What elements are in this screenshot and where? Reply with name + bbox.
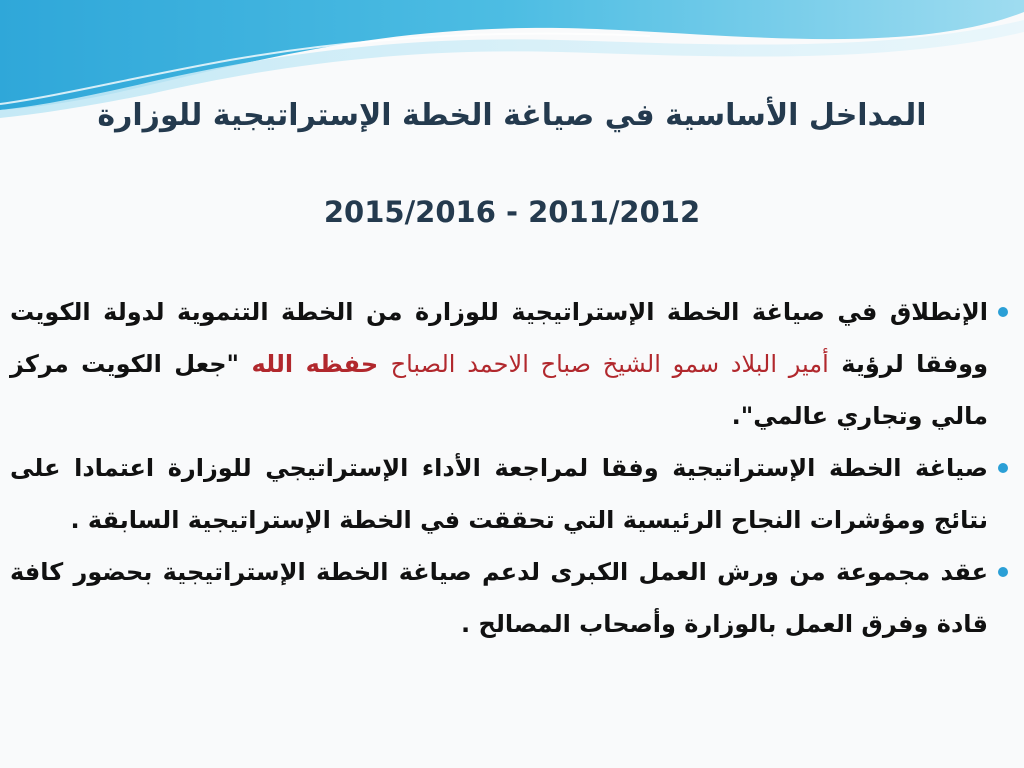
emir-honorific: حفظه الله <box>251 350 379 378</box>
bullet-item <box>10 442 1014 546</box>
bullet-dot-icon <box>998 567 1008 577</box>
slide-title: المداخل الأساسية في صياغة الخطة الإستراتيجية للوزارة <box>97 98 927 133</box>
bullet-text: "جعل الكويت مركز مالي وتجاري عالمي". <box>10 350 988 430</box>
bullet-item <box>10 546 1014 650</box>
bullet-dot-icon <box>998 463 1008 473</box>
bullet-text: الإنطلاق في صياغة الخطة الإستراتيجية للوزارة من الخطة التنموية لدولة الكويت ووفقا لرؤية <box>10 298 989 378</box>
bullet-list <box>10 286 1014 650</box>
bullet-item <box>10 286 1014 442</box>
emir-name: أمير البلاد سمو الشيخ صباح الاحمد الصباح <box>390 350 829 378</box>
bullet-text: صياغة الخطة الإستراتيجية وفقا لمراجعة الأداء الإستراتيجي للوزارة اعتمادا على نتائج ومؤشرات النجاح الرئيسية التي تحققت في الخطة الإستراتيجية السابقة . <box>10 454 988 534</box>
slide-subtitle-years: 2015/2016 - 2011/2012 <box>323 195 701 229</box>
bullet-dot-icon <box>998 307 1008 317</box>
bullet-text: عقد مجموعة من ورش العمل الكبرى لدعم صياغة الخطة الإستراتيجية بحضور كافة قادة وفرق العمل بالوزارة وأصحاب المصالح . <box>10 558 988 638</box>
